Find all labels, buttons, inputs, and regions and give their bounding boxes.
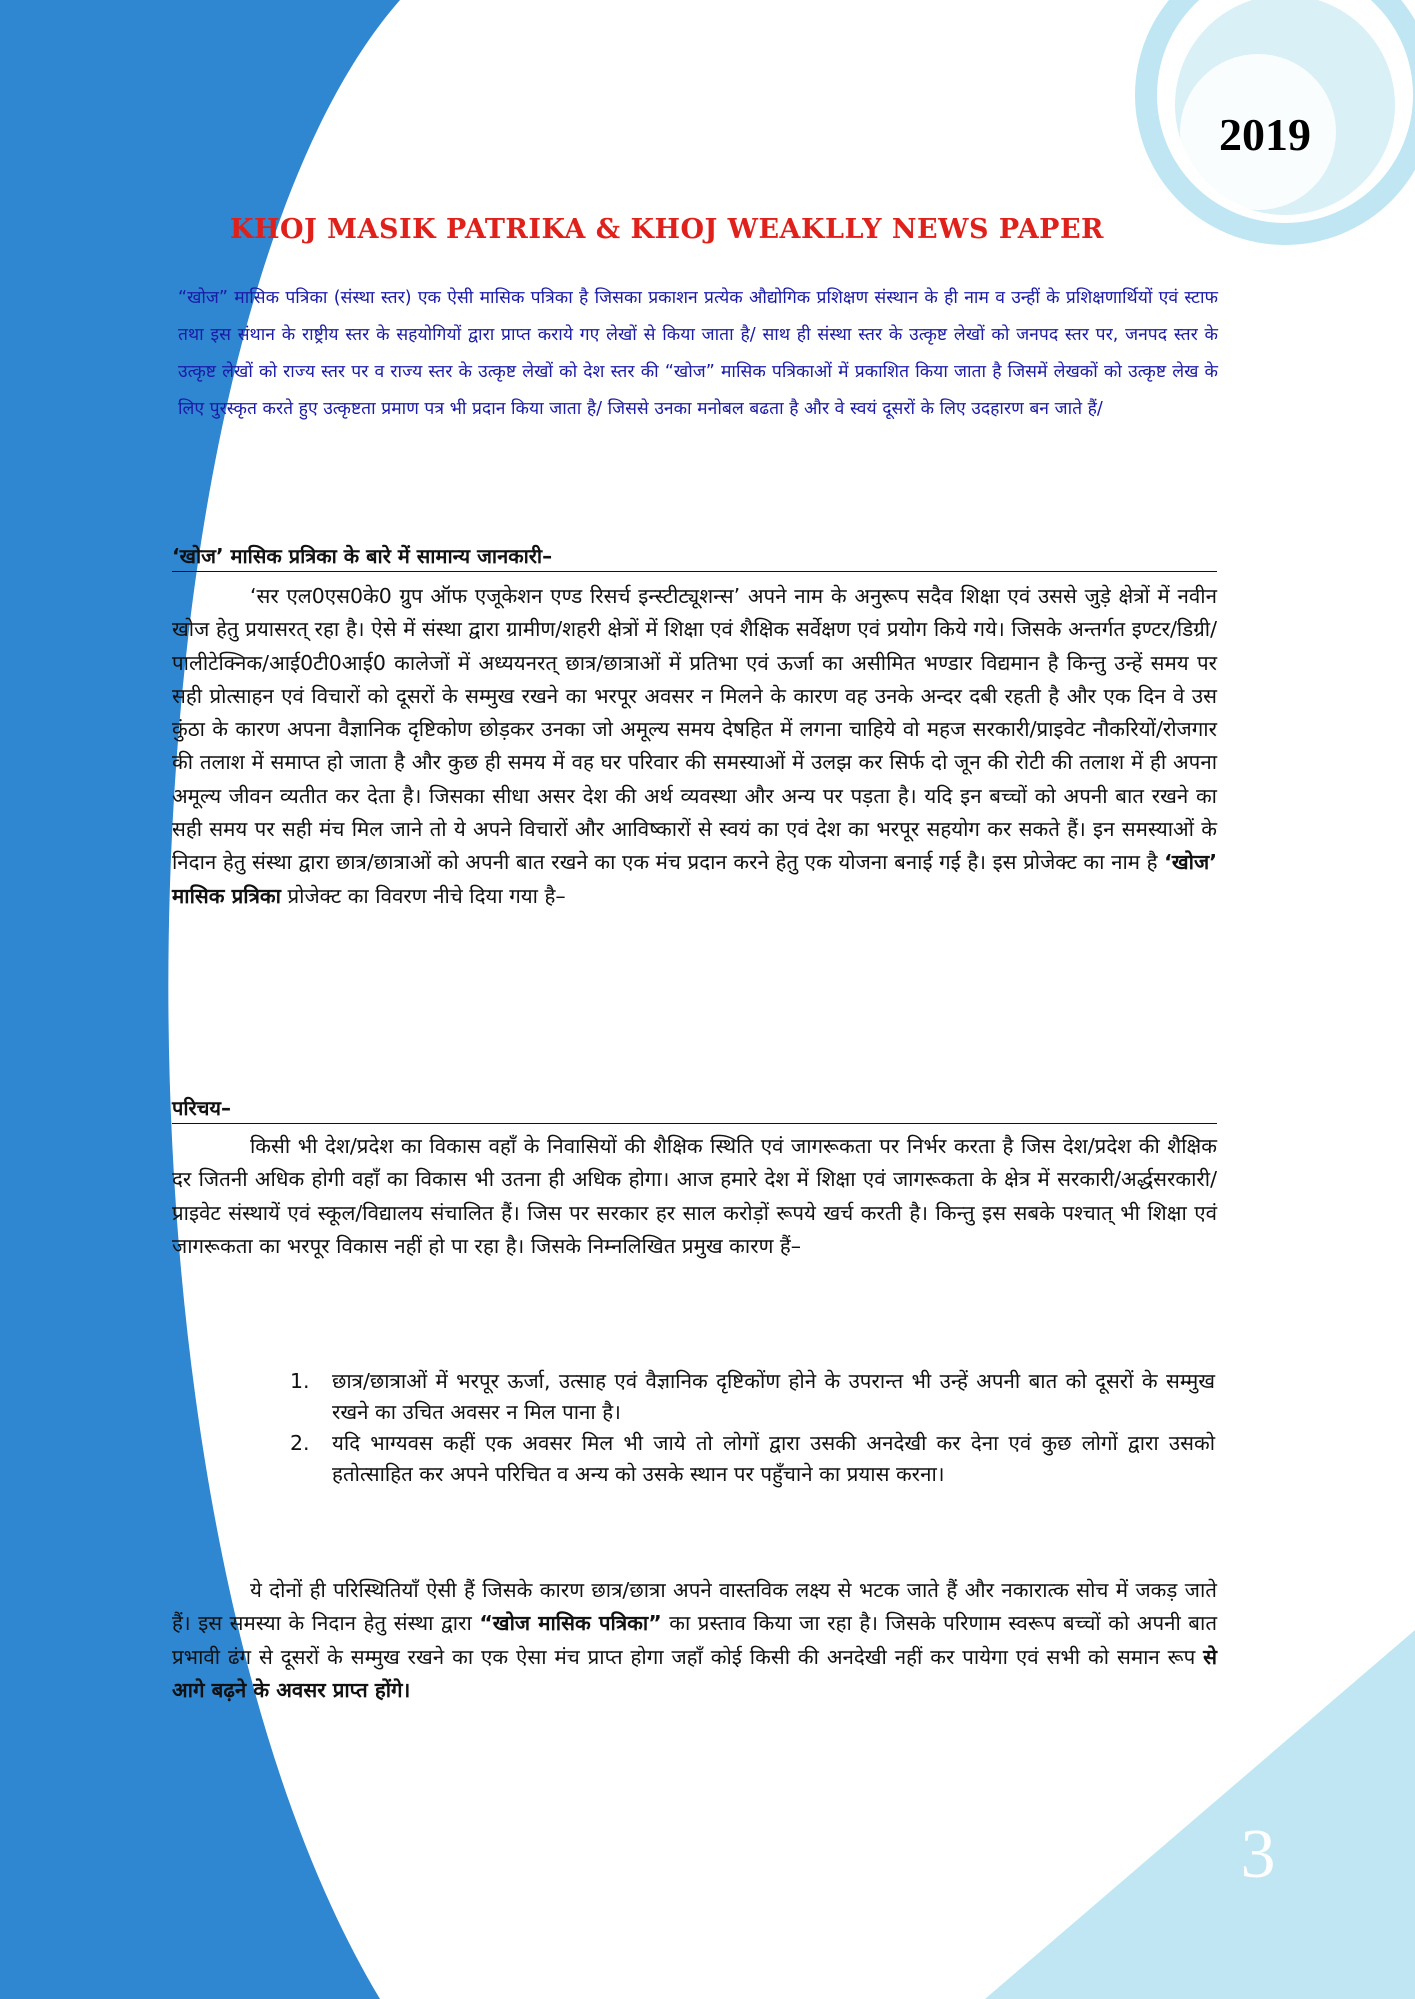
- list-item: [290, 1366, 1215, 1428]
- general-info-text: ‘सर एल0एस0के0 ग्रुप ऑफ एजूकेशन एण्ड रिसर्च इन्स्टीट्यूशन्स’ अपने नाम के अनुरूप सदैव शिक्षा एवं उससे जुड़े क्षेत्रों में नवीन खोज हेतु प्रयासरत् रहा है। ऐसे में संस्था द्वारा ग्रामीण/शहरी क्षेत्रों में शिक्षा एवं शैक्षिक सर्वेक्षण एवं प्रयोग किये गये। जिसके अन्तर्गत इण्टर/डिग्री/पालीटेक्निक/आई0टी0आई0 कालेजों में अध्ययनरत् छात्र/छात्राओं में प्रतिभा एवं ऊर्जा का असीमित भण्डार विद्यमान है किन्तु उन्हें समय पर सही प्रोत्साहन एवं विचारों को दूसरों के सम्मुख रखने का भरपूर अवसर न मिलने के कारण वह उनके अन्दर दबी रहती है और एक दिन वे उस कुंठा के कारण अपना वैज्ञानिक दृष्टिकोण छोड़कर उनका जो अमूल्य समय देषहित में लगना चाहिये वो महज सरकारी/प्राइवेट नौकरियों/रोजगार की तलाश में समाप्त हो जाता है और कुछ ही समय में वह घर परिवार की समस्याओं में उलझ कर सिर्फ दो जून की रोटी की तलाश में ही अपना अमूल्य जीवन व्यतीत कर देता है। जिसका सीधा असर देश की अर्थ व्यवस्था और अन्य पर पड़ता है। यदि इन बच्चों को अपनी बात रखने का सही समय पर सही मंच मिल जाने तो ये अपने विचारों और आविष्कारों से स्वयं का एवं देश का भरपूर सहयोग कर सकते हैं। इन समस्याओं के निदान हेतु संस्था द्वारा छात्र/छात्राओं को अपनी बात रखने का एक मंच प्रदान करने हेतु एक योजना बनाई गई है। इस प्रोजेक्ट का नाम है: [172, 584, 1217, 875]
- section-heading-introduction: परिचय–: [172, 1094, 1217, 1124]
- closing-bold-magazine: “खोज मासिक पत्रिका”: [479, 1611, 662, 1636]
- list-item-number: 2.: [290, 1431, 310, 1455]
- page-number: 3: [1240, 1816, 1276, 1893]
- closing-bold-end: से आगे बढ़ने के अवसर प्राप्त होंगे।: [172, 1644, 1217, 1702]
- list-item-text: यदि भाग्यवस कहीं एक अवसर मिल भी जाये तो लोगों द्वारा उसकी अनदेखी कर देना एवं कुछ लोगों द्वारा उसको हतोत्साहित कर अपने परिचित व अन्य को उसके स्थान पर पहुँचाने का प्रयास करना।: [332, 1431, 1215, 1486]
- closing-text-mid: का प्रस्ताव किया जा रहा है। जिसके परिणाम स्वरूप बच्चों को अपनी बात प्रभावी ढंग से दूसरों के सम्मुख रखने का एक ऐसा मंच प्राप्त होगा जहाँ कोई किसी की अनदेखी नहीं कर पायेगा एवं सभी को समान रूप: [172, 1611, 1218, 1669]
- closing-text: ये दोनों ही परिस्थितियाँ ऐसी हैं जिसके कारण छात्र/छात्रा अपने वास्तविक लक्ष्य से भटक जाते हैं और नकारात्क सोच में जकड़ जाते हैं। इस समस्या के निदान हेतु संस्था द्वारा: [172, 1578, 1217, 1636]
- list-item-text: छात्र/छात्राओं में भरपूर ऊर्जा, उत्साह एवं वैज्ञानिक दृष्टिकोंण होने के उपरान्त भी उन्हें अपनी बात को दूसरों के सम्मुख रखने का उचित अवसर न मिल पाना है।: [332, 1369, 1215, 1424]
- general-info-paragraph: [172, 580, 1217, 913]
- general-info-text-end: प्रोजेक्ट का विवरण नीचे दिया गया है–: [280, 883, 566, 908]
- page-title: KHOJ MASIK PATRIKA & KHOJ WEAKLLY NEWS PAPER: [230, 214, 1104, 245]
- section-heading-general-info: ‘खोज’ मासिक प्रत्रिका के बारे में सामान्य जानकारी–: [172, 542, 1217, 572]
- closing-paragraph: [172, 1574, 1217, 1707]
- list-item-number: 1.: [290, 1369, 310, 1393]
- project-name-bold: ‘खोज’ मासिक प्रत्रिका: [172, 850, 1217, 908]
- introduction-paragraph: किसी भी देश/प्रदेश का विकास वहाँ के निवासियों की शैक्षिक स्थिति एवं जागरूकता पर निर्भर करता है जिस देश/प्रदेश की शैक्षिक दर जितनी अधिक होगी वहाँ का विकास भी उतना ही अधिक होगा। आज हमारे देश में शिक्षा एवं जागरूकता के क्षेत्र में सरकारी/अर्द्धसरकारी/प्राइवेट संस्थायें एवं स्कूल/विद्यालय संचालित हैं। जिस पर सरकार हर साल करोड़ों रूपये खर्च करती है। किन्तु इस सबके पश्चात् भी शिक्षा एवं जागरूकता का भरपूर विकास नहीं हो पा रहा है। जिसके निम्नलिखित प्रमुख कारण हैं–: [172, 1134, 1217, 1258]
- reasons-list: [290, 1366, 1215, 1490]
- intro-paragraph: “खोज” मासिक पत्रिका (संस्था स्तर) एक ऐसी मासिक पत्रिका है जिसका प्रकाशन प्रत्येक औद्योगिक प्रशिक्षण संस्थान के ही नाम व उन्हीं के प्रशिक्षणार्थियों एवं स्टाफ तथा इस संथान के राष्ट्रीय स्तर के सहयोगियों द्वारा प्राप्त कराये गए लेखों से किया जाता है/ साथ ही संस्था स्तर के उत्कृष्ट लेखों को जनपद स्तर पर, जनपद स्तर के उत्कृष्ट लेखों को राज्य स्तर पर व राज्य स्तर के उत्कृष्ट लेखों को देश स्तर की “खोज” मासिक पत्रिकाओं में प्रकाशित किया जाता है जिसमें लेखकों को उत्कृष्ट लेख के लिए पुरस्कृत करते हुए उत्कृष्टता प्रमाण पत्र भी प्रदान किया जाता है/ जिससे उनका मनोबल बढता है और वे स्वयं दूसरों के लिए उदहारण बन जाते हैं/: [178, 288, 1218, 419]
- year-label: 2019: [1219, 109, 1311, 160]
- list-item: [290, 1428, 1215, 1490]
